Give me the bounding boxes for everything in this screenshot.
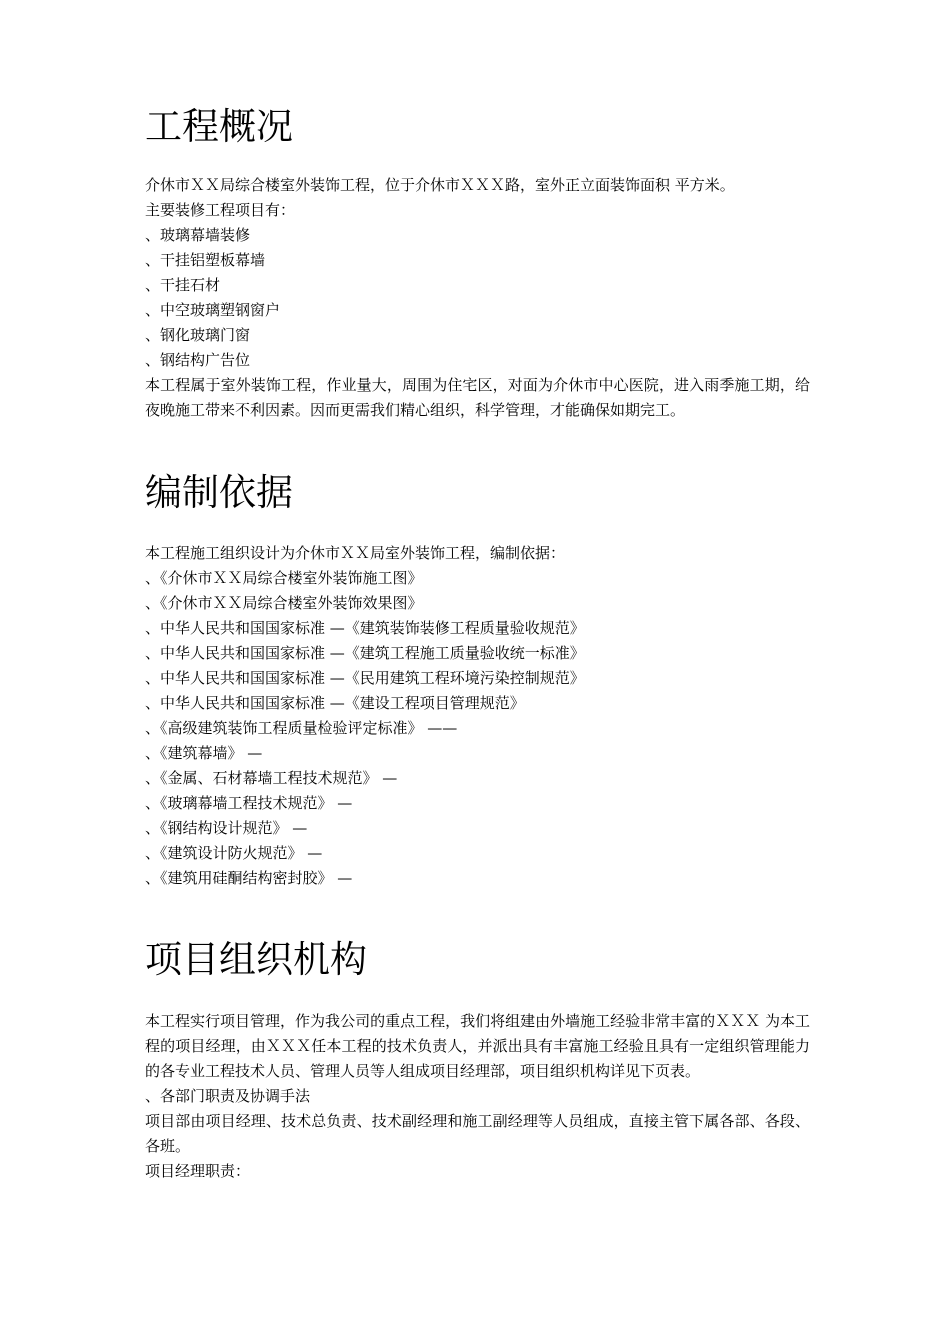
overview-paragraph: 本工程属于室外装饰工程，作业量大，周围为住宅区，对面为介休市中心医院，进入雨季施工期，给夜晚施工带来不利因素。因而更需我们精心组织，科学管理，才能确保如期完工。 [145, 376, 810, 419]
basis-list-item: 、《玻璃幕墙工程技术规范》 — [145, 794, 353, 812]
overview-list-item: 、干挂石材 [145, 276, 221, 294]
organization-paragraph: 本工程实行项目管理，作为我公司的重点工程，我们将组建由外墙施工经验非常丰富的ＸＸＸ 为本工程的项目经理，由ＸＸＸ任本工程的技术负责人，并派出具有丰富施工经验且具有一定组织管理能力的各专业工程技术人员、管理人员等人组成项目经理部，项目组织机构详见下页表。 [145, 1012, 810, 1080]
section-body-project-overview [145, 173, 810, 423]
overview-list-item: 、中空玻璃塑钢窗户 [145, 301, 281, 319]
basis-list-item: 、《介休市ＸＸ局综合楼室外装饰施工图》 [145, 569, 423, 587]
basis-list-item: 、《介休市ＸＸ局综合楼室外装饰效果图》 [145, 594, 423, 612]
overview-list-item: 、钢化玻璃门窗 [145, 326, 251, 344]
basis-list-item: 、《金属、石材幕墙工程技术规范》 — [145, 769, 398, 787]
section-body-basis [145, 541, 810, 891]
basis-list-item: 、中华人民共和国国家标准 —《建设工程项目管理规范》 [145, 694, 525, 712]
section-title-organization: 项目组织机构 [145, 938, 367, 981]
overview-intro-line: 介休市ＸＸ局综合楼室外装饰工程，位于介休市ＸＸＸ路，室外正立面装饰面积 平方米。 [145, 176, 735, 194]
basis-intro-line: 本工程施工组织设计为介休市ＸＸ局室外装饰工程，编制依据： [145, 544, 566, 562]
basis-list-item: 、《建筑设计防火规范》 — [145, 844, 323, 862]
section-body-organization [145, 1009, 810, 1184]
section-title-basis: 编制依据 [145, 471, 293, 514]
organization-subheading: 、各部门职责及协调手法 [145, 1087, 311, 1105]
basis-list-item: 、中华人民共和国国家标准 —《民用建筑工程环境污染控制规范》 [145, 669, 585, 687]
organization-paragraph: 项目部由项目经理、技术总负责、技术副经理和施工副经理等人员组成，直接主管下属各部、各段、各班。 [145, 1112, 810, 1155]
basis-list-item: 、《高级建筑装饰工程质量检验评定标准》 —— [145, 719, 458, 737]
basis-list-item: 、中华人民共和国国家标准 —《建筑工程施工质量验收统一标准》 [145, 644, 585, 662]
overview-list-item: 、钢结构广告位 [145, 351, 251, 369]
section-title-project-overview: 工程概况 [145, 105, 293, 148]
overview-list-item: 、玻璃幕墙装修 [145, 226, 251, 244]
overview-list-item: 、干挂铝塑板幕墙 [145, 251, 266, 269]
basis-list-item: 、《建筑用硅酮结构密封胶》 — [145, 869, 353, 887]
basis-list-item: 、《钢结构设计规范》 — [145, 819, 308, 837]
organization-subheading: 项目经理职责： [145, 1162, 251, 1180]
overview-items-heading: 主要装修工程项目有： [145, 201, 296, 219]
basis-list-item: 、《建筑幕墙》 — [145, 744, 263, 762]
basis-list-item: 、中华人民共和国国家标准 —《建筑装饰装修工程质量验收规范》 [145, 619, 585, 637]
